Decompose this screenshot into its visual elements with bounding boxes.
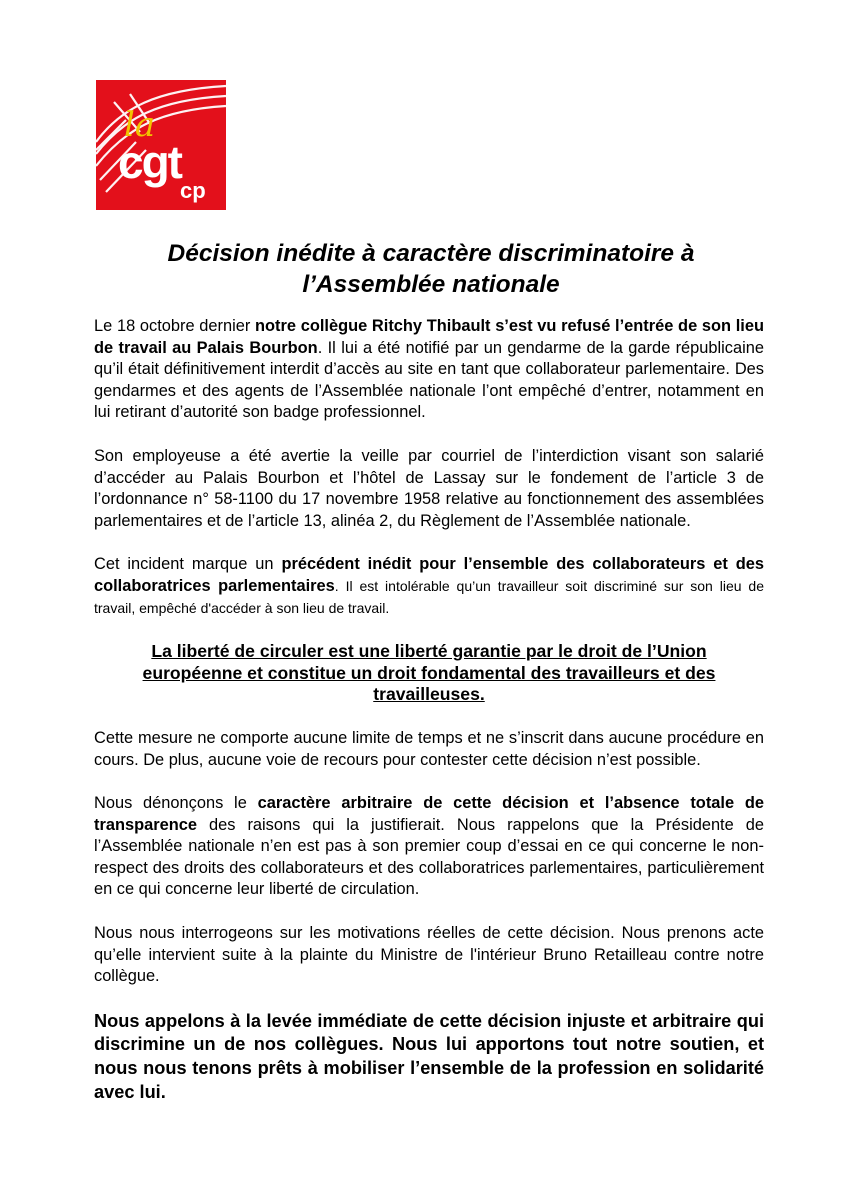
paragraph-3: [94, 554, 764, 619]
paragraph-3-text-a: Cet incident marque un: [94, 555, 282, 574]
paragraph-3-text-c: . Il est intolérable qu’un travailleur soit discriminé sur son lieu de travail, empêché d'accéder à son lieu de travail.: [94, 577, 764, 616]
paragraph-1-text-c: . Il lui a été notifié par un gendarme de la garde républicaine qu’il était définitivement interdit d’accès au site en tant que collaborateur parlementaire. Des gendarmes et des agents de l’Assemblée nationale l’ont empêché d’entrer, notamment en lui retirant d’autorité son badge professionnel.: [94, 338, 764, 422]
title-line-2: l’Assemblée nationale: [302, 271, 560, 298]
paragraph-5-text-a: Nous dénonçons le: [94, 794, 258, 813]
paragraph-4: Cette mesure ne comporte aucune limite de temps et ne s’inscrit dans aucune procédure en cours. De plus, aucune voie de recours pour contester cette décision n’est possible.: [94, 728, 764, 769]
title-line-1: Décision inédite à caractère discriminatoire à: [167, 240, 695, 267]
logo-sub-text: cp: [180, 178, 206, 203]
paragraph-1-bold: notre collègue Ritchy Thibault s’est vu refusé l’entrée de son lieu de travail au Palais Bourbon: [94, 317, 764, 357]
logo-script-text: la: [124, 105, 156, 145]
cgt-cp-logo: [96, 80, 226, 210]
paragraph-6: Nous nous interrogeons sur les motivations réelles de cette décision. Nous prenons acte qu’elle intervient suite à la plainte du Ministre de l'intérieur Bruno Retailleau contre notre collègue.: [94, 924, 764, 986]
paragraph-5-text-c: des raisons qui la justifierait. Nous rappelons que la Présidente de l’Assemblée nationale n’en est pas à son premier coup d’essai en ce qui concerne le non-respect des droits des collaborateurs et des collaboratrices parlementaires, particulièrement en ce qui concerne leur liberté de circulation.: [94, 815, 764, 899]
paragraph-5-bold: caractère arbitraire de cette décision et l’absence totale de transparence: [94, 794, 764, 834]
paragraph-1: [94, 316, 764, 424]
document-body: [94, 316, 764, 1126]
logo-main-text: cgt: [118, 136, 181, 188]
page-title: [60, 238, 802, 300]
paragraph-3-bold: précédent inédit pour l’ensemble des collaborateurs et des collaboratrices parlementaires: [94, 555, 764, 595]
closing-statement: Nous appelons à la levée immédiate de cette décision injuste et arbitraire qui discrimine un de nos collègues. Nous lui apportons tout notre soutien, et nous nous tenons prêts à mobiliser l’ensemble de la profession en solidarité avec lui.: [94, 1010, 764, 1102]
headline-statement: La liberté de circuler est une liberté garantie par le droit de l’Union européenne et constitue un droit fondamental des travailleurs et des travailleuses.: [142, 641, 716, 705]
paragraph-5: [94, 793, 764, 901]
paragraph-1-text-a: Le 18 octobre dernier: [94, 317, 256, 335]
paragraph-2: Son employeuse a été avertie la veille par courriel de l’interdiction visant son salarié d’accéder au Palais Bourbon et l’hôtel de Lassay sur le fondement de l’article 3 de l’ordonnance n° 58-1100 du 17 novembre 1958 relative au fonctionnement des assemblées parlementaires et de l’article 13, alinéa 2, du Règlement de l’Assemblée nationale.: [94, 446, 764, 530]
cgt-cp-logo-graphic: [96, 80, 226, 210]
